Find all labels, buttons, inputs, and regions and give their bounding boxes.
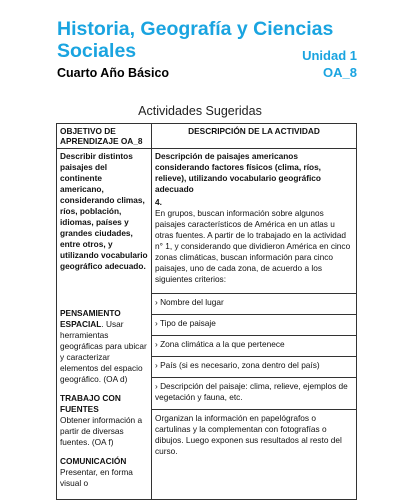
table-row xyxy=(57,149,357,500)
skill-communication xyxy=(60,456,148,489)
objective-code: OA_8 xyxy=(323,65,357,80)
skill-heading: COMUNICACIÓN xyxy=(60,456,127,466)
objective-cell xyxy=(57,149,152,500)
skill-text: . Usar herramientas geográficas para ubicar y caracterizar elementos del espacio geográfico. (OA d) xyxy=(60,319,147,384)
activity-intro: En grupos, buscan información sobre algunos paisajes característicos de América en un atlas u otras fuentes. A partir de lo trabajado en la actividad n° 1, y considerando que dividieron América en cinco zonas climáticas, buscan información para cinco paisajes, uno de cada zona, de acuerdo a los siguientes criterios: xyxy=(155,208,351,284)
subject-title-line2: Sociales xyxy=(57,40,137,62)
subject-title-line1: Historia, Geografía y Ciencias xyxy=(57,18,334,40)
skills-list xyxy=(60,308,148,489)
list-item: › Nombre del lugar xyxy=(152,293,356,314)
activities-table xyxy=(56,123,357,500)
objective-column-header: OBJETIVO DE APRENDIZAJE OA_8 xyxy=(57,124,152,149)
skill-heading: PENSAMIENTO ESPACIAL xyxy=(60,308,121,329)
skill-sources xyxy=(60,393,148,448)
activity-column-header: DESCRIPCIÓN DE LA ACTIVIDAD xyxy=(152,124,357,149)
list-item: › País (si es necesario, zona dentro del país) xyxy=(152,356,356,377)
activity-title: Descripción de paisajes americanos considerando factores físicos (clima, ríos, relieve), utilizando vocabulario geográfico adecuado xyxy=(155,151,321,194)
skill-heading: TRABAJO CON FUENTES xyxy=(60,393,121,414)
activity-number: 4. xyxy=(155,197,162,207)
activity-closing: Organizan la información en papelógrafos o cartulinas y la complementan con fotografías o dibujos. Luego exponen sus resultados al resto del curso. xyxy=(152,409,356,457)
learning-objective: Describir distintos paisajes del continente americano, considerando climas, ríos, población, idiomas, países y grandes ciudades, entre otros, y utilizando vocabulario geográfico adecuado. xyxy=(60,151,148,271)
skill-spatial-thinking xyxy=(60,308,148,385)
table-header-row xyxy=(57,124,357,149)
skill-text: Presentar, en forma visual o xyxy=(60,467,133,488)
unit-label: Unidad 1 xyxy=(302,48,357,63)
list-item: › Zona climática a la que pertenece xyxy=(152,335,356,356)
grade-level: Cuarto Año Básico xyxy=(57,66,170,80)
activity-cell xyxy=(152,149,357,500)
section-heading: Actividades Sugeridas xyxy=(138,104,262,118)
list-item: › Descripción del paisaje: clima, relieve, ejemplos de vegetación y fauna, etc. xyxy=(152,377,356,409)
list-item: › Tipo de paisaje xyxy=(152,314,356,335)
skill-text: Obtener información a partir de diversas fuentes. (OA f) xyxy=(60,415,143,447)
